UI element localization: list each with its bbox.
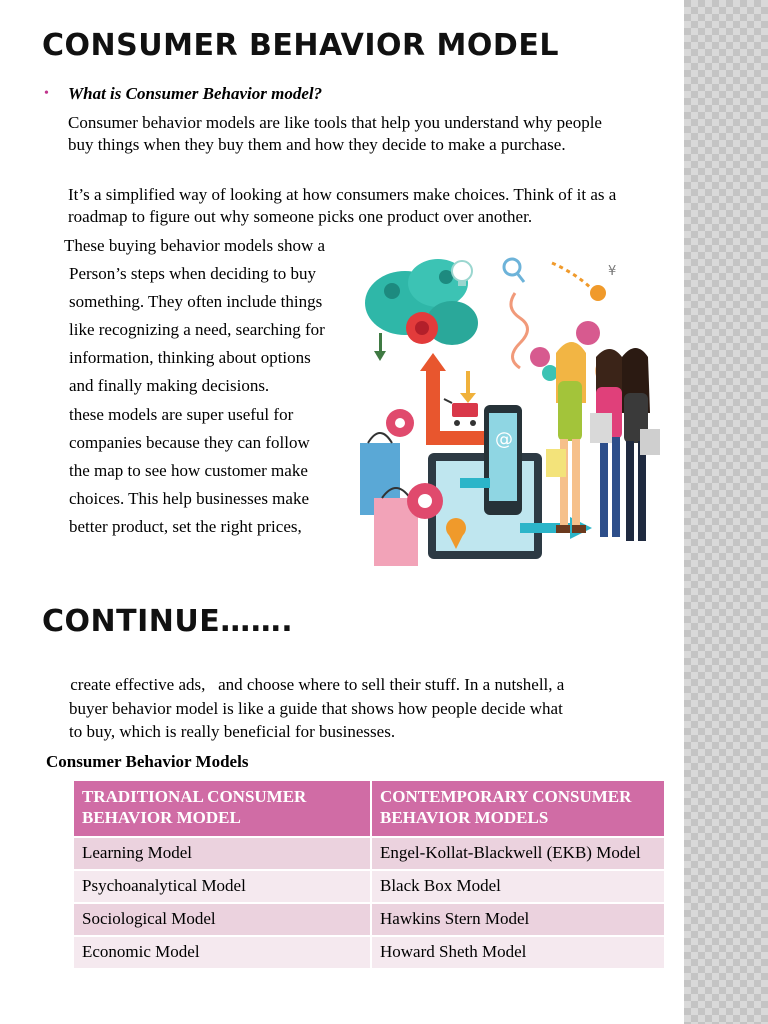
flower-icon — [406, 312, 438, 344]
continuation-line: create effective ads, and choose where to sell their stuff. In a nutshell, a — [66, 675, 565, 694]
bubble-icon — [542, 365, 558, 381]
shopping-bag-icon — [546, 449, 566, 477]
coin-icon — [590, 285, 606, 301]
shopping-bag-icon — [590, 413, 612, 443]
column-text-line: and finally making decisions. — [69, 376, 270, 395]
table-header-traditional: TRADITIONAL CONSUMER BEHAVIOR MODEL — [73, 780, 371, 837]
table-cell: Sociological Model — [73, 903, 371, 936]
column-text-line: the map to see how customer make — [69, 461, 308, 480]
woman-figure-icon — [556, 342, 586, 533]
phone-icon — [484, 405, 522, 515]
table-cell: Learning Model — [73, 837, 371, 870]
column-text-line: These buying behavior models show a — [64, 236, 326, 255]
column-text-line: Person’s steps when deciding to buy — [69, 264, 316, 283]
column-text-line: something. They often include things — [69, 292, 323, 311]
magnifier-icon — [504, 259, 524, 282]
small-arrow-icon — [374, 333, 386, 361]
column-text-line: choices. This help businesses make — [69, 489, 310, 508]
column-text-line: like recognizing a need, searching for — [69, 320, 325, 339]
question-heading: What is Consumer Behavior model? — [68, 84, 323, 103]
table-cell: Black Box Model — [371, 870, 665, 903]
down-arrow-icon — [460, 371, 476, 403]
continuation-line: buyer behavior model is like a guide that shows how people decide what — [69, 699, 563, 718]
yen-icon: ¥ — [608, 264, 617, 279]
decorative-side-strip — [684, 0, 768, 1024]
slide-title: CONSUMER BEHAVIOR MODEL — [42, 28, 559, 63]
dotted-path-icon — [552, 263, 592, 289]
gear-icon — [386, 409, 414, 437]
models-table — [72, 779, 666, 970]
at-sign-icon: @ — [495, 429, 513, 450]
table-row — [73, 870, 665, 903]
bullet-icon: • — [44, 86, 49, 101]
shopping-cart-icon — [444, 399, 478, 426]
continue-title: CONTINUE……. — [42, 604, 294, 639]
table-cell: Howard Sheth Model — [371, 936, 665, 969]
table-caption: Consumer Behavior Models — [46, 752, 249, 771]
column-text-line: information, thinking about options — [69, 348, 311, 367]
shopping-women-illustration — [360, 253, 662, 566]
column-text-line: companies because they can follow — [69, 433, 310, 452]
table-row — [73, 936, 665, 969]
table-cell: Psychoanalytical Model — [73, 870, 371, 903]
table-row — [73, 903, 665, 936]
continuation-line: to buy, which is really beneficial for businesses. — [69, 722, 396, 741]
squiggle-line-icon — [511, 293, 528, 368]
intro-paragraph: Consumer behavior models are like tools that help you understand why people buy things when they buy them and how they decide to make a purchase. — [68, 113, 602, 154]
home-bubble-icon — [576, 321, 600, 345]
table-row — [73, 837, 665, 870]
table-cell: Hawkins Stern Model — [371, 903, 665, 936]
roadmap-paragraph: It’s a simplified way of looking at how consumers make choices. Think of it as a roadmap to figure out why someone picks one product over another. — [68, 185, 617, 226]
table-header-row — [73, 780, 665, 837]
column-text-line: these models are super useful for — [69, 405, 294, 424]
shopping-bag-icon — [640, 429, 660, 455]
column-text-line: better product, set the right prices, — [69, 517, 302, 536]
table-cell: Engel-Kollat-Blackwell (EKB) Model — [371, 837, 665, 870]
table-header-contemporary: CONTEMPORARY CONSUMER BEHAVIOR MODELS — [371, 780, 665, 837]
chat-bubble-icon — [530, 347, 550, 367]
table-cell: Economic Model — [73, 936, 371, 969]
